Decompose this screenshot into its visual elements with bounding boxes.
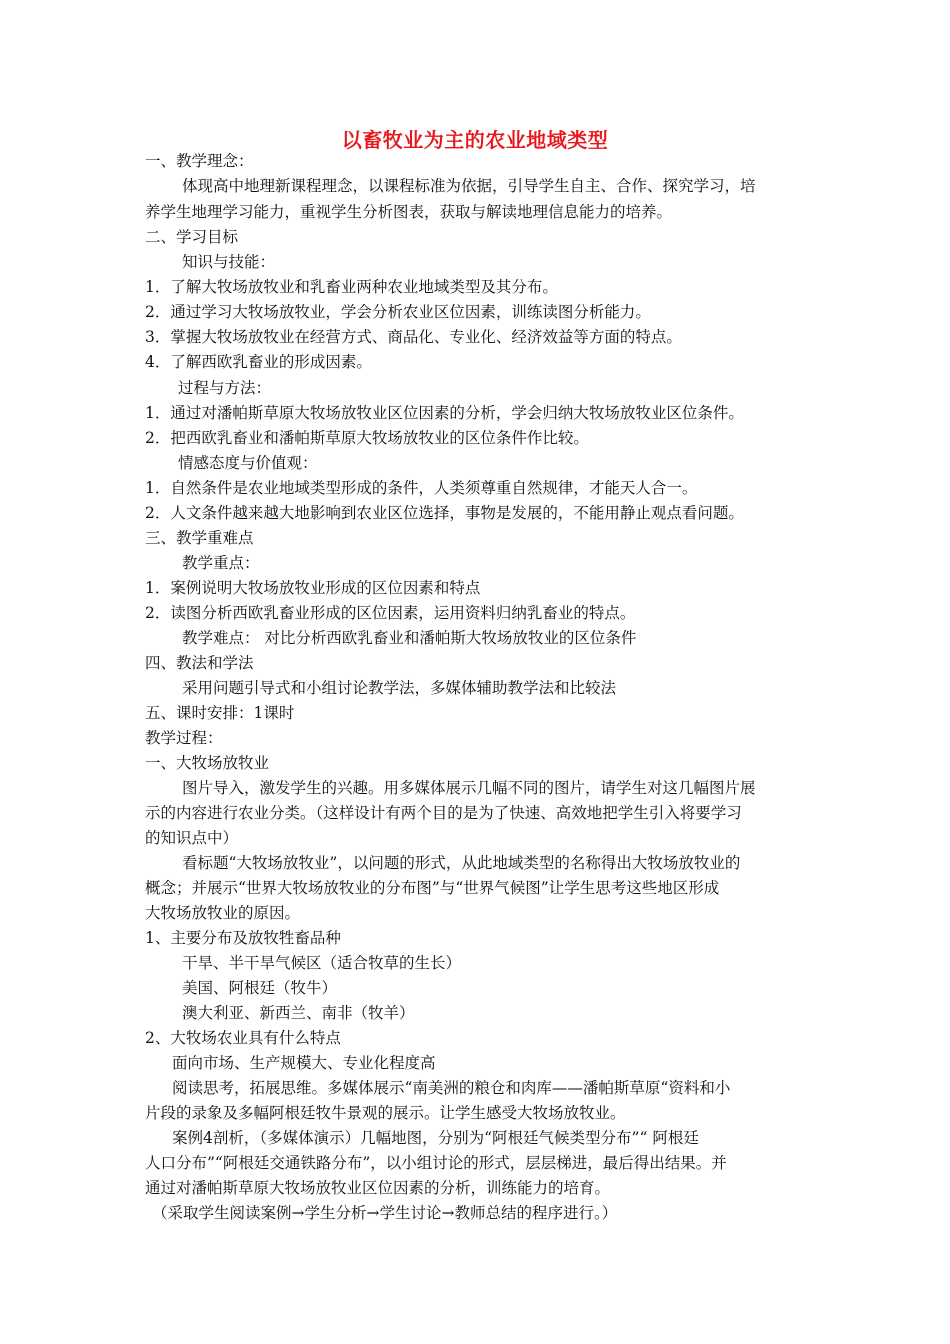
list-item: 3．掌握大牧场放牧业在经营方式、商品化、专业化、经济效益等方面的特点。 [145, 328, 682, 346]
subsection-heading: 知识与技能： [182, 253, 276, 271]
paragraph-line: 案例4剖析，（多媒体演示）几幅地图，分别为“阿根廷气候类型分布”“ 阿根廷 [172, 1129, 699, 1147]
paragraph-line: 通过对潘帕斯草原大牧场放牧业区位因素的分析，训练能力的培育。 [145, 1179, 611, 1197]
list-item: 1．通过对潘帕斯草原大牧场放牧业区位因素的分析，学会归纳大牧场放牧业区位条件。 [145, 404, 744, 422]
paragraph-line: 人口分布”“阿根廷交通铁路分布”，以小组讨论的形式，层层梯进，最后得出结果。并 [145, 1154, 727, 1172]
list-item: 2．读图分析西欧乳畜业形成的区位因素，运用资料归纳乳畜业的特点。 [145, 604, 636, 622]
subsection-heading: 1、主要分布及放牧牲畜品种 [145, 929, 341, 947]
paragraph-line: 示的内容进行农业分类。（这样设计有两个目的是为了快速、高效地把学生引入将要学习 [145, 804, 742, 822]
paragraph-line: 养学生地理学习能力，重视学生分析图表，获取与解读地理信息能力的培养。 [145, 203, 673, 221]
subsection-heading: 2、大牧场农业具有什么特点 [145, 1029, 341, 1047]
paragraph-line: 教学难点： 对比分析西欧乳畜业和潘帕斯大牧场放牧业的区位条件 [182, 629, 637, 647]
subsection-heading: 过程与方法： [178, 379, 272, 397]
subsection-heading: 情感态度与价值观： [178, 454, 318, 472]
section-heading: 五、课时安排：1课时 [145, 704, 295, 722]
section-heading: 三、教学重难点 [145, 529, 254, 547]
paragraph-line: 大牧场放牧业的原因。 [145, 904, 301, 922]
paragraph-line: 干旱、半干旱气候区（适合牧草的生长） [182, 954, 462, 972]
paragraph-line: 体现高中地理新课程理念，以课程标准为依据，引导学生自主、合作、探究学习，培 [182, 177, 756, 195]
list-item: 4．了解西欧乳畜业的形成因素。 [145, 353, 372, 371]
paragraph-line: 图片导入，激发学生的兴趣。用多媒体展示几幅不同的图片，请学生对这几幅图片展 [182, 779, 756, 797]
section-heading: 教学过程： [145, 729, 223, 747]
paragraph-line: 片段的录象及多幅阿根廷牧牛景观的展示。让学生感受大牧场放牧业。 [145, 1104, 626, 1122]
list-item: 2．通过学习大牧场放牧业，学会分析农业区位因素，训练读图分析能力。 [145, 303, 651, 321]
paragraph-line: 概念；并展示“世界大牧场放牧业的分布图”与“世界气候图”让学生思考这些地区形成 [145, 879, 720, 897]
paragraph-line: 看标题“大牧场放牧业”，以问题的形式，从此地域类型的名称得出大牧场放牧业的 [182, 854, 741, 872]
list-item: 1．了解大牧场放牧业和乳畜业两种农业地域类型及其分布。 [145, 278, 558, 296]
paragraph-line: 美国、阿根廷（牧牛） [182, 979, 338, 997]
list-item: 2．人文条件越来越大地影响到农业区位选择，事物是发展的，不能用静止观点看问题。 [145, 504, 744, 522]
paragraph-line: 采用问题引导式和小组讨论教学法，多媒体辅助教学法和比较法 [182, 679, 617, 697]
paragraph-line: 的知识点中） [145, 829, 239, 847]
paragraph-line: 阅读思考，拓展思维。多媒体展示“南美洲的粮仓和肉库——潘帕斯草原“资料和小 [172, 1079, 731, 1097]
section-heading: 四、教法和学法 [145, 654, 254, 672]
paragraph-line: （采取学生阅读案例→学生分析→学生讨论→教师总结的程序进行。） [152, 1204, 618, 1222]
section-heading: 一、大牧场放牧业 [145, 754, 270, 772]
subsection-heading: 教学重点： [182, 554, 260, 572]
section-heading: 一、教学理念： [145, 152, 254, 170]
list-item: 2．把西欧乳畜业和潘帕斯草原大牧场放牧业的区位条件作比较。 [145, 429, 589, 447]
paragraph-line: 澳大利亚、新西兰、南非（牧羊） [182, 1004, 415, 1022]
document-title: 以畜牧业为主的农业地域类型 [341, 128, 609, 152]
list-item: 1．自然条件是农业地域类型形成的条件，人类须尊重自然规律，才能天人合一。 [145, 479, 698, 497]
list-item: 1．案例说明大牧场放牧业形成的区位因素和特点 [145, 579, 481, 597]
paragraph-line: 面向市场、生产规模大、专业化程度高 [172, 1054, 436, 1072]
section-heading: 二、学习目标 [145, 228, 239, 246]
